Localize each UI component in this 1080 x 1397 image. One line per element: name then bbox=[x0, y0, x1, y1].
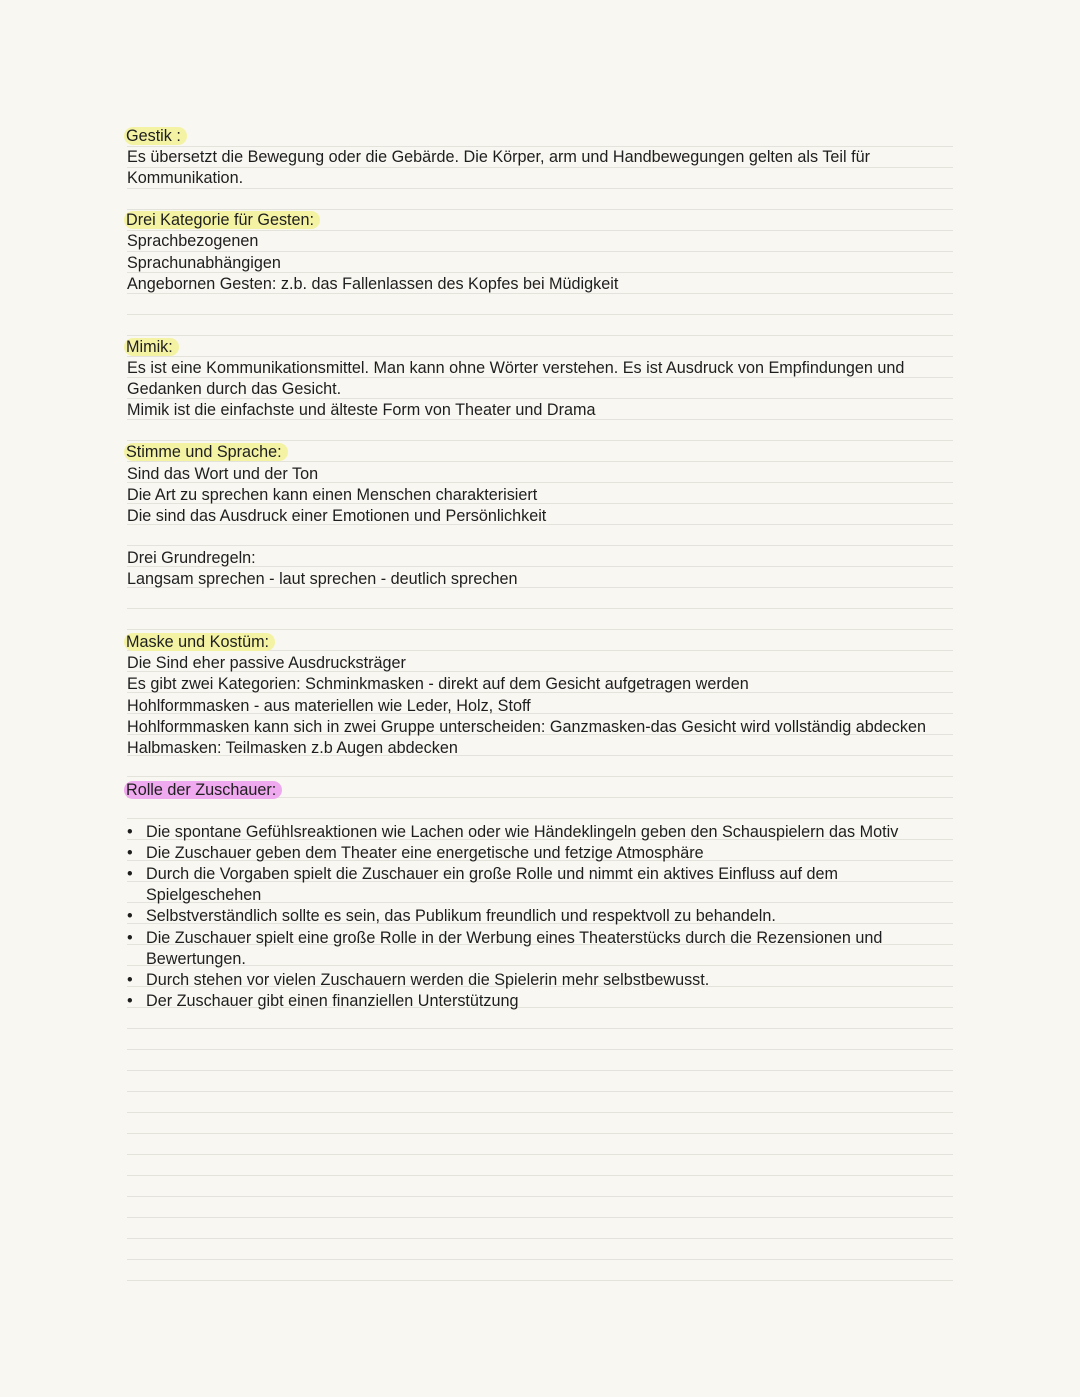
mimik-text: Mimik ist die einfachste und älteste Form von Theater und Drama bbox=[127, 401, 596, 420]
mimik-text: Gedanken durch das Gesicht. bbox=[127, 380, 342, 399]
bullet-text: Die spontane Gefühlsreaktionen wie Lachen oder wie Händeklingeln geben den Schauspielern das Motiv bbox=[146, 823, 899, 842]
kategorien-item: Sprachbezogenen bbox=[127, 232, 259, 251]
bullet-icon: • bbox=[127, 865, 133, 884]
maske-item: Es gibt zwei Kategorien: Schminkmasken - direkt auf dem Gesicht aufgetragen werden bbox=[127, 675, 749, 694]
bullet-item bbox=[127, 970, 953, 991]
kategorien-item: Sprachunabhängigen bbox=[127, 253, 281, 272]
bullet-icon: • bbox=[127, 823, 133, 842]
bullet-icon: • bbox=[127, 844, 133, 863]
kategorien-heading: Drei Kategorie für Gesten: bbox=[124, 211, 320, 229]
blank-line bbox=[127, 527, 953, 548]
bullet-icon: • bbox=[127, 907, 133, 926]
stimme-item: Sind das Wort und der Ton bbox=[127, 464, 319, 483]
bullet-item bbox=[127, 906, 953, 927]
blank-line bbox=[127, 801, 953, 822]
bullet-item bbox=[127, 928, 953, 949]
bullet-item bbox=[127, 822, 953, 843]
zuschauer-heading-line bbox=[127, 780, 953, 801]
gestik-heading: Gestik : bbox=[124, 127, 187, 145]
blank-line bbox=[127, 611, 953, 632]
bullet-icon: • bbox=[127, 928, 133, 947]
bullet-text: Selbstverständlich sollte es sein, das Publikum freundlich und respektvoll zu behandeln. bbox=[146, 907, 776, 926]
kategorien-heading-line bbox=[127, 210, 953, 231]
bullet-text: Die Zuschauer geben dem Theater eine energetische und fetzige Atmosphäre bbox=[146, 844, 704, 863]
stimme-heading-line bbox=[127, 442, 953, 463]
maske-item: Halbmasken: Teilmasken z.b Augen abdecken bbox=[127, 738, 458, 757]
bullet-item bbox=[127, 864, 953, 885]
maske-item: Die Sind eher passive Ausdrucksträger bbox=[127, 654, 406, 673]
maske-heading-line bbox=[127, 632, 953, 653]
bullet-icon: • bbox=[127, 991, 133, 1010]
mimik-heading: Mimik: bbox=[124, 338, 179, 356]
bullet-text: Der Zuschauer gibt einen finanziellen Unterstützung bbox=[146, 991, 519, 1010]
bullet-text-continued: Bewertungen. bbox=[146, 949, 246, 968]
maske-item: Hohlformmasken - aus materiellen wie Leder, Holz, Stoff bbox=[127, 696, 531, 715]
bullet-text: Durch die Vorgaben spielt die Zuschauer ein große Rolle und nimmt ein aktives Einfluss auf dem bbox=[146, 865, 838, 884]
gestik-text: Es übersetzt die Bewegung oder die Gebärde. Die Körper, arm und Handbewegungen gelten als Teil für bbox=[127, 148, 870, 167]
notes-content bbox=[127, 126, 953, 1012]
mimik-heading-line bbox=[127, 337, 953, 358]
blank-line bbox=[127, 295, 953, 316]
blank-line bbox=[127, 590, 953, 611]
blank-line bbox=[127, 759, 953, 780]
mimik-text: Es ist eine Kommunikationsmittel. Man kann ohne Wörter verstehen. Es ist Ausdruck von Empfindungen und bbox=[127, 359, 905, 378]
blank-line bbox=[127, 189, 953, 210]
maske-item: Hohlformmasken kann sich in zwei Gruppe unterscheiden: Ganzmasken-das Gesicht wird vollständig abdecken bbox=[127, 717, 926, 736]
stimme-item: Die sind das Ausdruck einer Emotionen und Persönlichkeit bbox=[127, 506, 547, 525]
kategorien-item: Angebornen Gesten: z.b. das Fallenlassen des Kopfes bei Müdigkeit bbox=[127, 274, 619, 293]
grundregeln-text: Langsam sprechen - laut sprechen - deutlich sprechen bbox=[127, 569, 518, 588]
bullet-item bbox=[127, 991, 953, 1012]
stimme-heading: Stimme und Sprache: bbox=[124, 443, 288, 461]
bullet-text: Durch stehen vor vielen Zuschauern werden die Spielerin mehr selbstbewusst. bbox=[146, 970, 710, 989]
zuschauer-heading: Rolle der Zuschauer: bbox=[124, 781, 282, 799]
bullet-icon: • bbox=[127, 970, 133, 989]
stimme-item: Die Art zu sprechen kann einen Menschen charakterisiert bbox=[127, 485, 538, 504]
gestik-text: Kommunikation. bbox=[127, 169, 244, 188]
blank-line bbox=[127, 421, 953, 442]
maske-heading: Maske und Kostüm: bbox=[124, 633, 275, 651]
gestik-heading-line bbox=[127, 126, 953, 147]
bullet-text: Die Zuschauer spielt eine große Rolle in der Werbung eines Theaterstücks durch die Rezensionen und bbox=[146, 928, 883, 947]
bullet-text-continued: Spielgeschehen bbox=[146, 886, 262, 905]
grundregeln-heading: Drei Grundregeln: bbox=[127, 548, 256, 567]
bullet-item bbox=[127, 843, 953, 864]
blank-line bbox=[127, 316, 953, 337]
